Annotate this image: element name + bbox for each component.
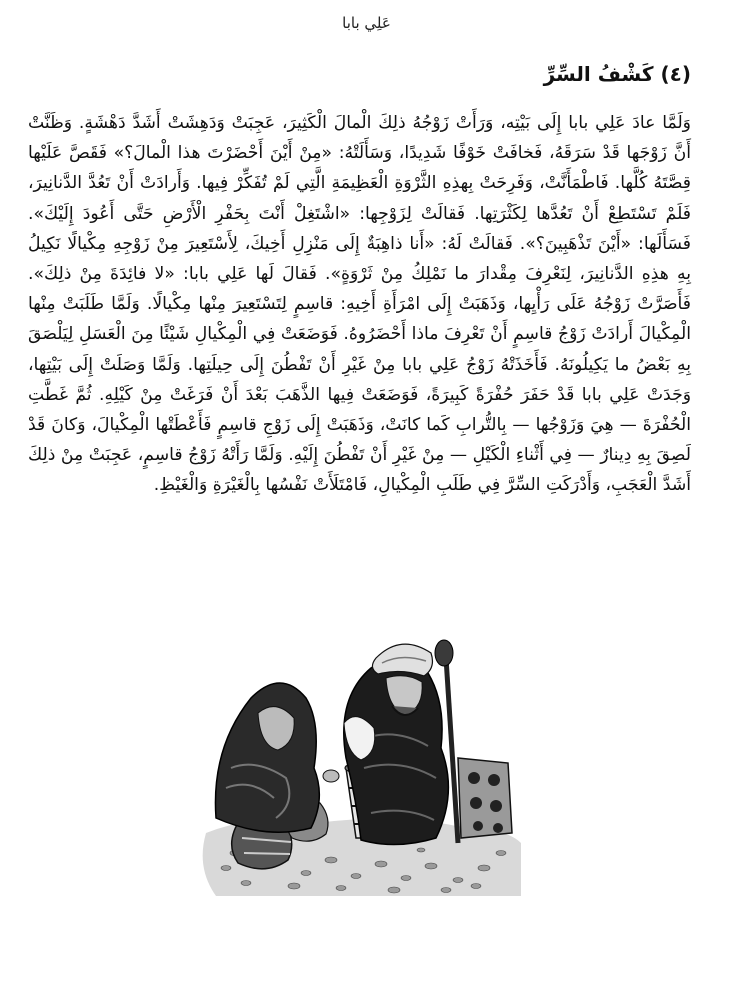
patterned-chest-icon [458,758,512,838]
illustration-ali-baba-and-wife [196,628,526,896]
wife-figure [215,683,319,832]
running-header: عَلِي بابا [342,14,391,32]
body-paragraph: وَلَمَّا عادَ عَلِي بابا إِلَى بَيْتِه، وَرَأَتْ زَوْجُهُ ذلِكَ الْمالَ الْكَثِيرَ، عَجِبَتْ وَدَهِشَتْ أَشَدَّ دَهْشَةٍ. وَظَنَّتْ أَنَّ زَوْجَها قَدْ سَرَقَهُ، فَخافَتْ خَوْفًا شَدِيدًا، وَسَأَلَتْهُ: «مِنْ أَيْنَ أَحْضَرْتَ هذا الْمالَ؟» فَقَصَّ عَلَيْها قِصَّتَهُ كُلَّها. فَاطْمَأَنَّتْ، وَفَرِحَتْ بِهذِهِ الثَّرْوَةِ الْعَظِيمَةِ الَّتِي لَمْ تُفَكِّرْ فِيها. وَأَرادَتْ أَنْ تَعُدَّ الدَّنانِيرَ، فَلَمْ تَسْتَطِعْ أَنْ تَعُدَّها لِكَثْرَتِها. فَقالَتْ لِزَوْجِها: «اشْتَغِلْ أَنْتَ بِحَفْرِ الْأَرْضِ حَتَّى أَعُودَ إِلَيْكَ». فَسَأَلَها: «أَيْنَ تَذْهَبِينَ؟». فَقالَتْ لَهُ: «أَنا ذاهِبَةٌ إِلَى مَنْزِلِ أَخِيكَ، لِأَسْتَعِيرَ مِنْ زَوْجِهِ مِكْيالًا نَكِيلُ بِهِ هذِهِ الدَّنانِيرَ، لِنَعْرِفَ مِقْدارَ ما نَمْلِكُ مِنْ ثَرْوَةٍ». فَقالَ لَها عَلِي بابا: «لا فائِدَةَ مِنْ ذلِكَ». فَأَصَرَّتْ زَوْجُهُ عَلَى رَأْيِها، وَذَهَبَتْ إِلَى امْرَأَةِ أَخِيهِ: قاسِمٍ لِتَسْتَعِيرَ مِنْها مِكْيالًا. وَلَمَّا طَلَبَتْ مِنْها الْمِكْيالَ أَرادَتْ زَوْجُ قاسِمٍ أَنْ تَعْرِفَ ماذا أَحْضَرُوهُ. فَوَضَعَتْ فِي الْمِكْيالِ شَيْئًا مِنَ الْعَسَلِ لِيَلْصَقَ بِهِ بَعْضُ ما يَكِيلُونَهُ. فَأَخَذَتْهُ زَوْجُ عَلِي بابا مِنْ غَيْرِ أَنْ تَفْطُنَ إِلَى حِيلَتِها. وَلَمَّا وَصَلَتْ إِلَى بَيْتِها، وَجَدَتْ عَلِي بابا قَدْ حَفَرَ حُفْرَةً كَبِيرَةً، فَوَضَعَتْ فِيها الذَّهَبَ بَعْدَ أَنْ فَرَغَتْ مِنْ كَيْلِهِ. ثُمَّ غَطَّتِ الْحُفْرَةَ — هِيَ وَزَوْجُها — بِالتُّرابِ كَما كانَتْ، وَذَهَبَتْ إِلَى زَوْجِ قاسِمٍ فَأَعْطَتْها الْمِكْيالَ، وَكانَ قَدْ لَصِقَ بِهِ دِينارٌ — فِي أَثْناءِ الْكَيْلِ — مِنْ غَيْرِ أَنْ تَفْطُنَ إِلَيْهِ. وَلَمَّا رَأَتْهُ زَوْجُ قاسِمٍ، عَجِبَتْ مِنْ ذلِكَ أَشَدَّ الْعَجَبِ، وَأَدْرَكَتِ السِّرَّ فِي طَلَبِ الْمِكْيالِ، فَامْتَلَأَتْ نَفْسُها بِالْغَيْرَةِ وَالْغَيْظِ. [28,113,691,496]
chapter-title: (٤) كَشْفُ السِّرِّ [543,62,691,86]
shovel-icon [446,658,458,843]
